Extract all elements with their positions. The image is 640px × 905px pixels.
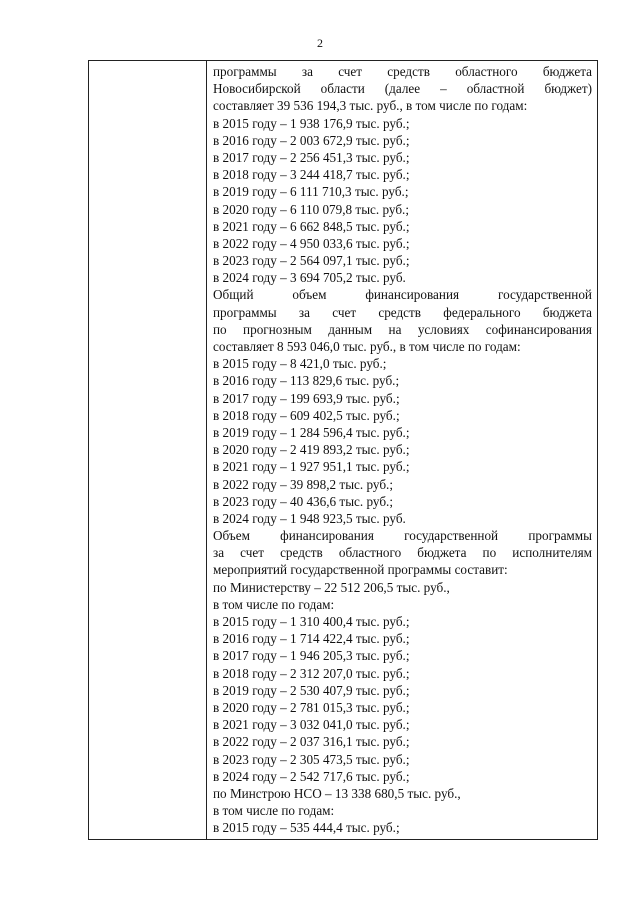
text-line: в 2024 году – 1 948 923,5 тыс. руб. [213,510,406,526]
text-line: в 2020 году – 2 781 015,3 тыс. руб.; [213,699,410,715]
text-line: составляет 39 536 194,3 тыс. руб., в том числе по годам: [213,98,528,114]
text-line: в 2017 году – 1 946 205,3 тыс. руб.; [213,648,410,664]
text-line: Общий объем финансирования государственной [213,287,592,303]
text-line: в 2022 году – 4 950 033,6 тыс. руб.; [213,235,410,251]
text-line: в 2021 году – 6 662 848,5 тыс. руб.; [213,218,410,234]
text-line: в 2015 году – 1 938 176,9 тыс. руб.; [213,115,410,131]
text-line: в 2023 году – 2 564 097,1 тыс. руб.; [213,253,410,269]
text-line: в 2024 году – 3 694 705,2 тыс. руб. [213,270,406,286]
text-line: в 2015 году – 535 444,4 тыс. руб.; [213,820,400,836]
text-line: по прогнозным данным на условиях софинансирования [213,321,592,337]
text-line: мероприятий государственной программы составит: [213,562,508,578]
left-empty-cell [89,61,207,839]
text-line: по Минстрою НСО – 13 338 680,5 тыс. руб., [213,785,461,801]
text-line: программы за счет средств федерального бюджета [213,304,592,320]
text-line: по Министерству – 22 512 206,5 тыс. руб., [213,579,450,595]
text-line: программы за счет средств областного бюджета [213,64,592,79]
text-line: в 2017 году – 2 256 451,3 тыс. руб.; [213,149,410,165]
text-line: в 2016 году – 2 003 672,9 тыс. руб.; [213,132,410,148]
text-line: в 2023 году – 2 305 473,5 тыс. руб.; [213,751,410,767]
text-line: за счет средств областного бюджета по исполнителям [213,545,592,561]
text-line: в 2016 году – 113 829,6 тыс. руб.; [213,373,400,389]
text-line: в 2015 году – 8 421,0 тыс. руб.; [213,356,387,372]
text-line: в 2023 году – 40 436,6 тыс. руб.; [213,493,394,509]
text-line: в 2015 году – 1 310 400,4 тыс. руб.; [213,614,410,629]
text-line: в 2022 году – 2 037 316,1 тыс. руб.; [213,734,410,750]
text-line: в 2021 году – 1 927 951,1 тыс. руб.; [213,459,410,475]
text-line: Объем финансирования государственной программы [213,528,592,544]
text-line: в 2020 году – 2 419 893,2 тыс. руб.; [213,442,410,458]
page-number: 2 [317,36,323,50]
text-line: Новосибирской области (далее – областной бюджет) [213,81,592,97]
text-line: в 2022 году – 39 898,2 тыс. руб.; [213,476,394,492]
text-line: в 2024 году – 2 542 717,6 тыс. руб.; [213,768,410,784]
text-line: в 2019 году – 2 530 407,9 тыс. руб.; [213,682,410,698]
text-line: в 2018 году – 3 244 418,7 тыс. руб.; [213,167,410,183]
text-line: в 2019 году – 6 111 710,3 тыс. руб.; [213,184,409,200]
text-line: в 2020 году – 6 110 079,8 тыс. руб.; [213,201,410,217]
text-line: в 2016 году – 1 714 422,4 тыс. руб.; [213,631,410,647]
text-line: в 2019 году – 1 284 596,4 тыс. руб.; [213,424,410,440]
text-line: в том числе по годам: [213,803,335,819]
document-table [88,60,598,840]
text-line: составляет 8 593 046,0 тыс. руб., в том числе по годам: [213,339,521,354]
text-line: в 2018 году – 609 402,5 тыс. руб.; [213,407,400,423]
text-line: в 2017 году – 199 693,9 тыс. руб.; [213,390,400,406]
text-line: в 2018 году – 2 312 207,0 тыс. руб.; [213,665,410,681]
content-cell [207,61,597,839]
text-line: в том числе по годам: [213,596,335,612]
text-line: в 2021 году – 3 032 041,0 тыс. руб.; [213,717,410,733]
